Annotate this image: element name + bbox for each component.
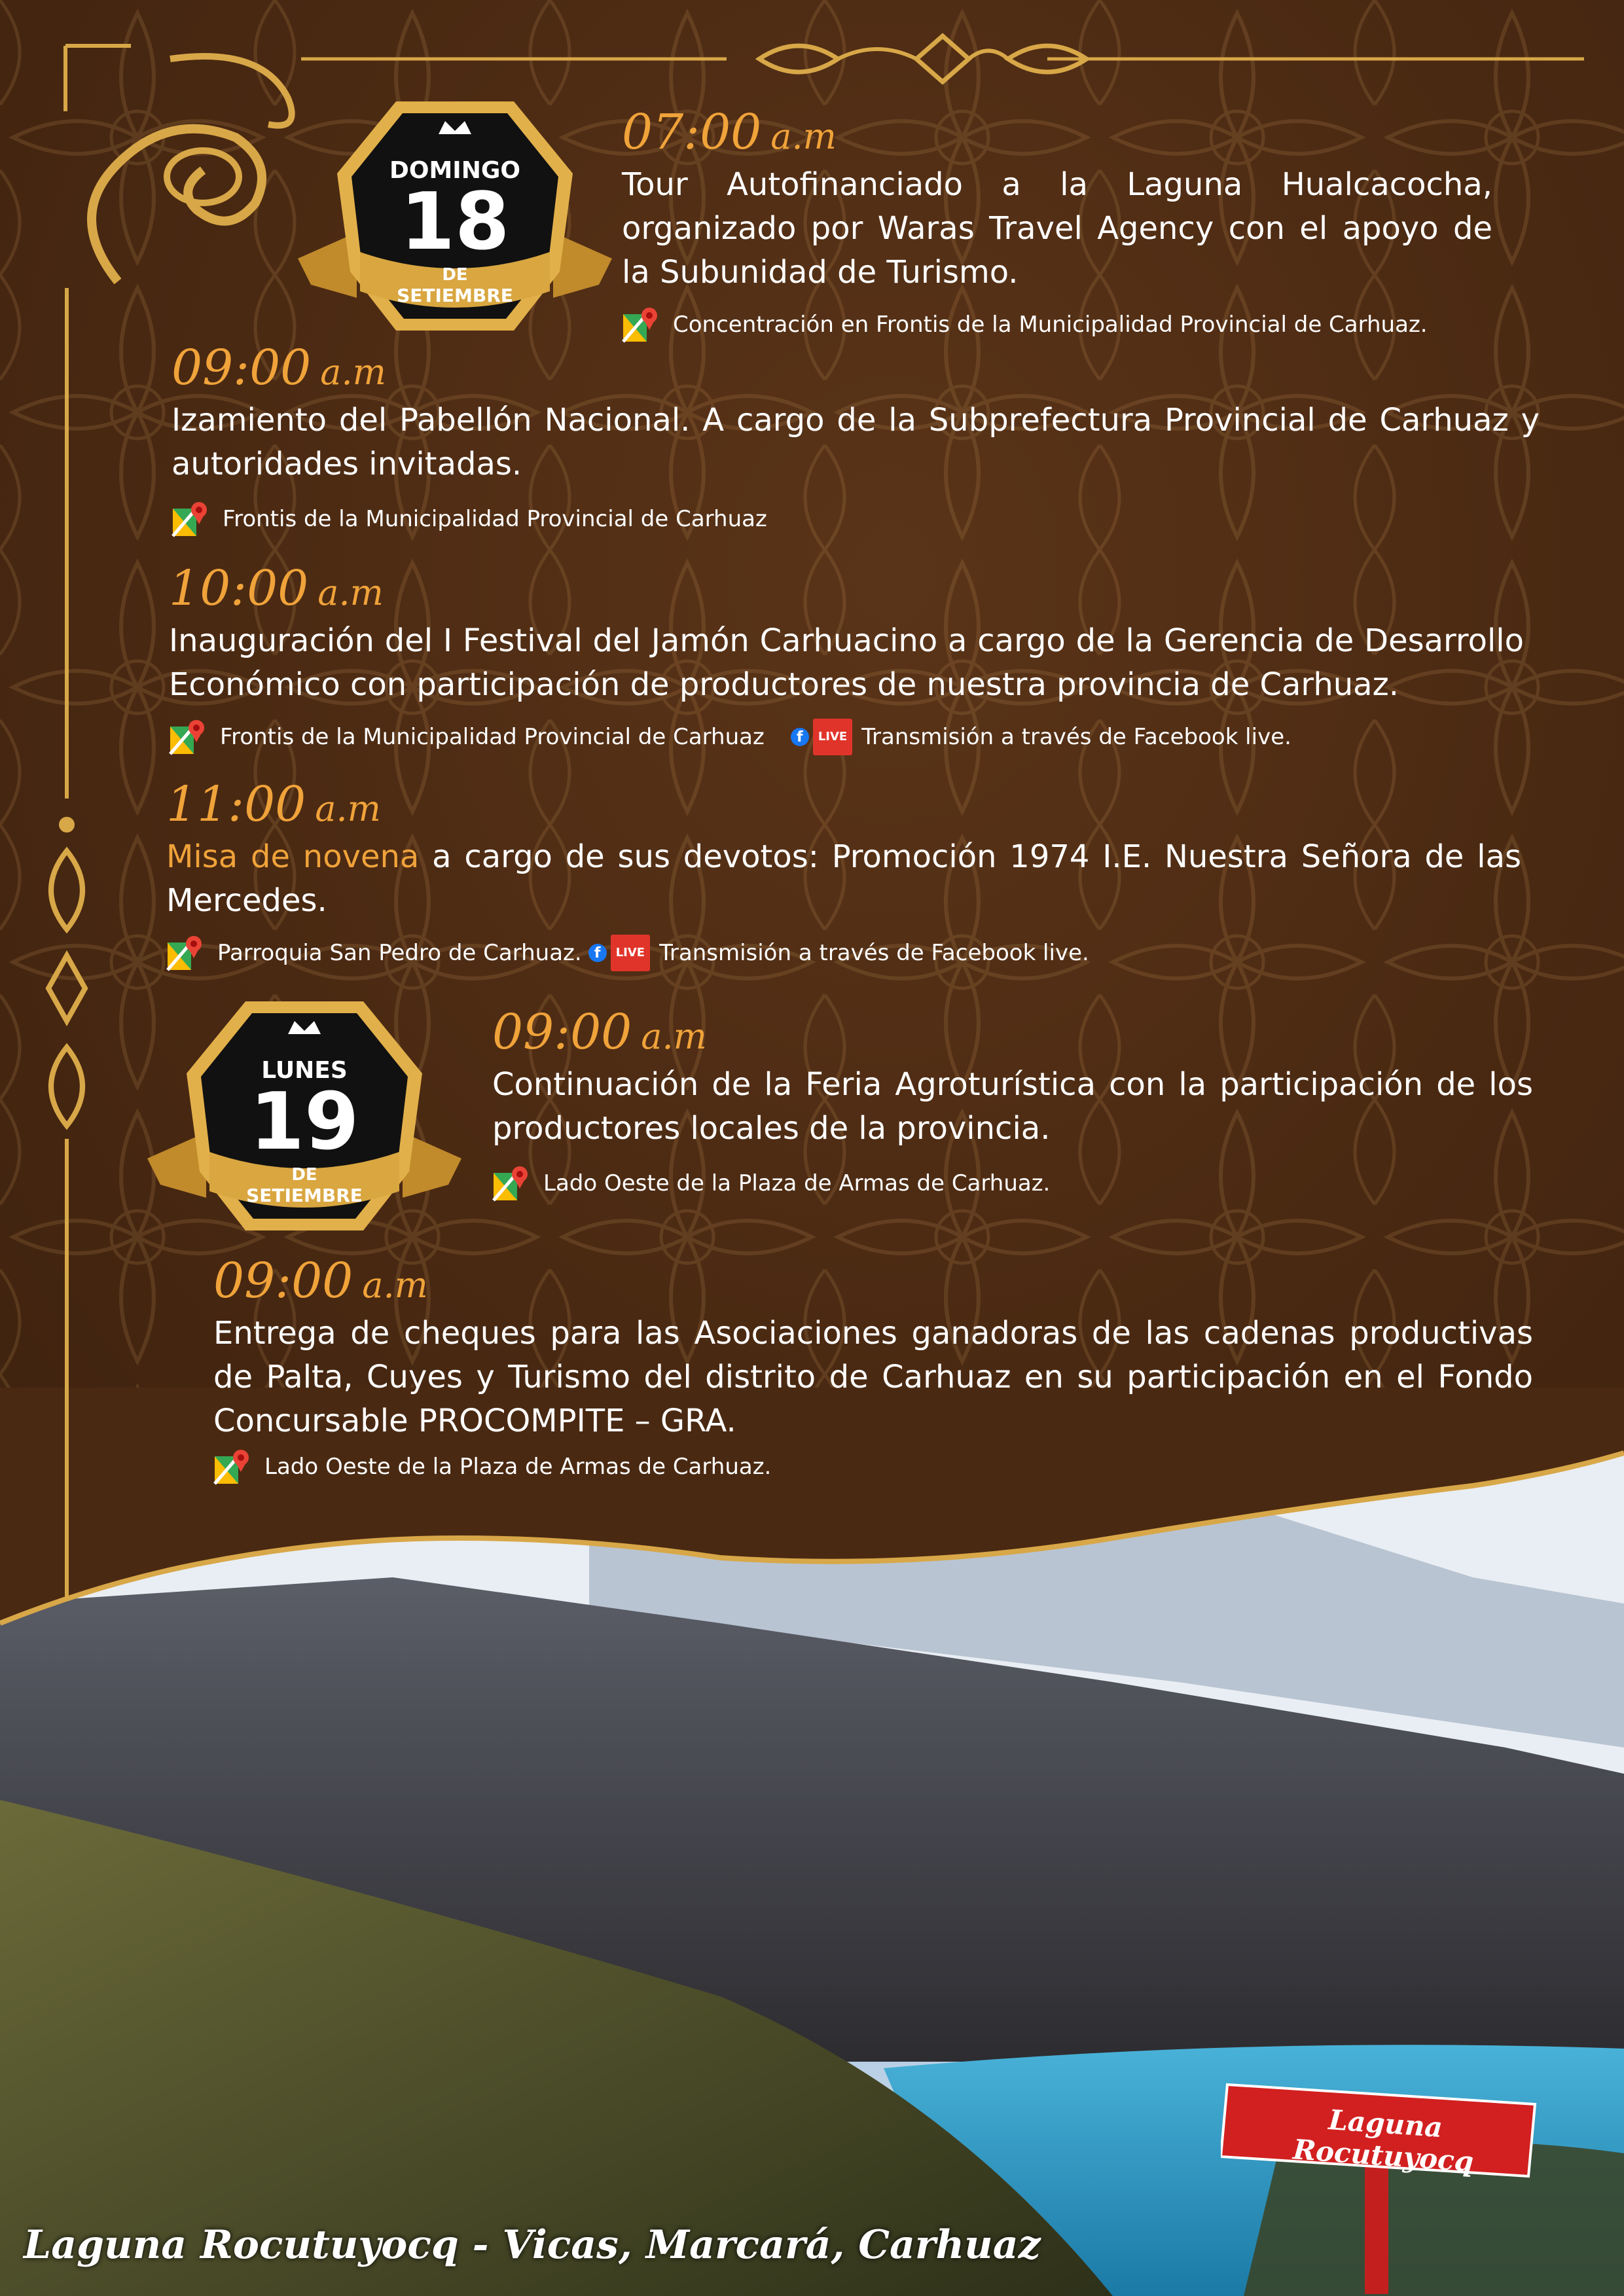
de-label: DE: [442, 265, 468, 285]
event-location: [171, 501, 1540, 537]
weekday-label: DOMINGO: [389, 157, 520, 184]
event-time: [622, 104, 1492, 160]
live-badge: LIVE: [611, 935, 650, 971]
ampm: a.m: [770, 116, 837, 157]
event-time: [213, 1253, 1533, 1309]
event-location: [622, 306, 1492, 343]
event-0900-cheques: [213, 1253, 1533, 1485]
location-text: Frontis de la Municipalidad Provincial de Carhuaz: [220, 724, 765, 750]
facebook-icon: f: [791, 728, 809, 746]
event-time: [166, 776, 1521, 833]
event-0900-izamiento: [171, 340, 1540, 537]
laguna-sign: [1221, 2078, 1548, 2178]
google-maps-icon: [166, 935, 203, 971]
google-maps-icon: [171, 501, 208, 537]
facebook-live-icon: [791, 719, 852, 755]
hour: 07:00: [622, 104, 762, 160]
location-text: Parroquia San Pedro de Carhuaz.: [217, 940, 582, 966]
hour: 09:00: [492, 1004, 632, 1060]
day-badge-lunes: [147, 988, 461, 1237]
location-text: Lado Oeste de la Plaza de Armas de Carhuaz.: [264, 1454, 772, 1480]
facebook-live-icon: [588, 935, 650, 971]
event-description: Inauguración del I Festival del Jamón Carhuacino a cargo de la Gerencia de Desarrollo Económico con participación de productores de nuestra provincia de Carhuaz.: [169, 622, 1524, 703]
event-location: [169, 719, 1524, 755]
facebook-icon: f: [588, 944, 607, 962]
hour: 11:00: [166, 776, 306, 833]
day-number: 19: [249, 1077, 359, 1168]
live-text: Transmisión a través de Facebook live.: [861, 724, 1291, 750]
event-time: [492, 1004, 1533, 1060]
event-description: Continuación de la Feria Agroturística con la participación de los productores locales de la provincia.: [492, 1066, 1533, 1147]
event-description: Izamiento del Pabellón Nacional. A cargo de la Subprefectura Provincial de Carhuaz y autoridades invitadas.: [171, 402, 1540, 482]
event-0900-feria: [492, 1004, 1533, 1202]
highlight-text: Misa de novena: [166, 838, 420, 875]
event-1100: [166, 776, 1521, 971]
month-label: SETIEMBRE: [397, 285, 513, 306]
hour: 09:00: [171, 340, 312, 396]
day-number: 18: [400, 177, 510, 268]
event-time: [169, 560, 1524, 617]
description-text: a cargo de sus devotos: Promoción 1974 I.E. Nuestra Señora de las Mercedes.: [166, 838, 1521, 919]
event-1000: [169, 560, 1524, 755]
live-badge: LIVE: [813, 719, 852, 755]
event-0700: [622, 104, 1492, 343]
event-description: [166, 835, 1521, 923]
google-maps-icon: [213, 1448, 250, 1485]
sign-text: Laguna Rocutuyocq: [1291, 2104, 1475, 2178]
top-border-line: [301, 33, 1584, 85]
month-label: SETIEMBRE: [246, 1185, 363, 1206]
hour: 10:00: [169, 560, 309, 617]
event-description: Entrega de cheques para las Asociaciones ganadoras de las cadenas productivas de Palta, Cuyes y Turismo del distrito de Carhuaz en su participación en el Fondo Concursable PROCOMPITE – GRA.: [213, 1315, 1533, 1439]
de-label: DE: [291, 1165, 317, 1185]
ampm: a.m: [320, 351, 386, 393]
hour: 09:00: [213, 1253, 353, 1309]
day-badge-domingo: [298, 88, 612, 337]
location-text: Lado Oeste de la Plaza de Armas de Carhuaz.: [543, 1170, 1051, 1196]
event-location: [166, 935, 1521, 971]
location-text: Frontis de la Municipalidad Provincial de Carhuaz: [223, 506, 767, 532]
photo-caption: Laguna Rocutuyocq - Vicas, Marcará, Carhuaz: [24, 2222, 1041, 2268]
ampm: a.m: [641, 1016, 707, 1057]
event-time: [171, 340, 1540, 396]
event-location: [492, 1165, 1533, 1202]
event-location: [213, 1448, 1533, 1485]
ampm: a.m: [317, 572, 384, 613]
left-border-line: [39, 288, 98, 1597]
ampm: a.m: [362, 1265, 428, 1306]
live-text: Transmisión a través de Facebook live.: [659, 940, 1089, 966]
event-description: Tour Autofinanciado a la Laguna Hualcacocha, organizado por Waras Travel Agency con el apoyo de la Subunidad de Turismo.: [622, 166, 1492, 291]
location-text: Concentración en Frontis de la Municipalidad Provincial de Carhuaz.: [673, 312, 1428, 338]
google-maps-icon: [622, 306, 659, 343]
weekday-label: LUNES: [261, 1057, 348, 1084]
google-maps-icon: [492, 1165, 529, 1202]
corner-flourish: [39, 20, 301, 295]
ampm: a.m: [315, 788, 381, 829]
google-maps-icon: [169, 719, 206, 755]
